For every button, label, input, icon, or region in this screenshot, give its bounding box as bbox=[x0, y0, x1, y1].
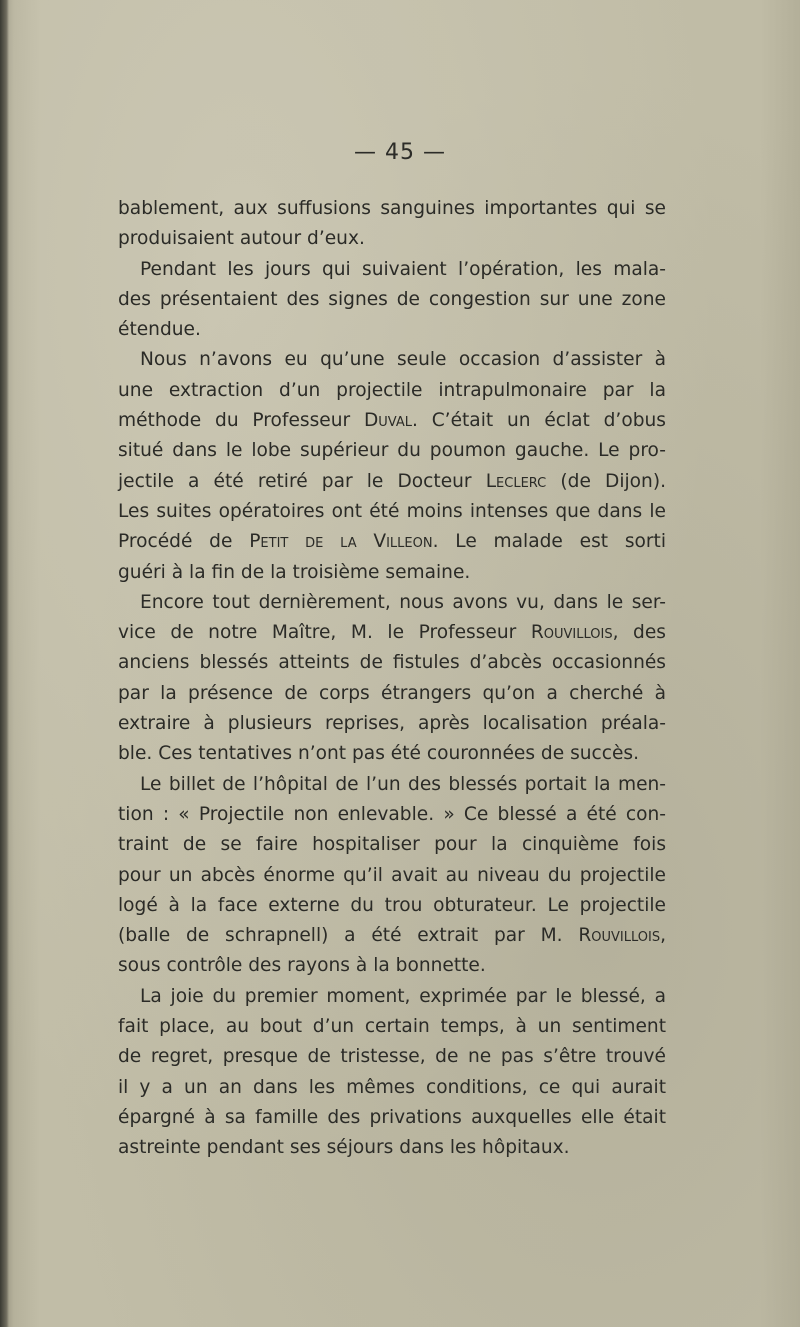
text-line: Pendant les jours qui suivaient l’opération, les mala- bbox=[140, 258, 666, 280]
text-line: tion : « Projectile non enlevable. » Ce blessé a été con- bbox=[118, 803, 666, 825]
text-line: Encore tout dernièrement, nous avons vu, dans le ser- bbox=[140, 591, 666, 613]
page-number: — 45 — bbox=[354, 140, 446, 165]
text-line: épargné à sa famille des privations auxquelles elle était bbox=[118, 1106, 666, 1128]
text-line: logé à la face externe du trou obturateur. Le projectile bbox=[118, 894, 666, 916]
author-name: Rouvillois bbox=[578, 925, 661, 947]
text-line: La joie du premier moment, exprimée par le blessé, a bbox=[140, 985, 666, 1007]
body-text bbox=[118, 194, 666, 1164]
text-line: pour un abcès énorme qu’il avait au niveau du projectile bbox=[118, 864, 666, 886]
text-line: anciens blessés atteints de fistules d’abcès occasionnés bbox=[118, 652, 666, 674]
text-line: Nous n’avons eu qu’une seule occasion d’assister à bbox=[140, 349, 666, 371]
text-line: Procédé de Petit de la Villeon. Le malade est sorti bbox=[118, 531, 667, 553]
text-line: par la présence de corps étrangers qu’on a cherché à bbox=[118, 682, 666, 704]
text-line: situé dans le lobe supérieur du poumon gauche. Le pro- bbox=[118, 440, 666, 462]
text-line: (balle de schrapnell) a été extrait par M. Rouvillois, bbox=[118, 925, 666, 947]
text-line: astreinte pendant ses séjours dans les hôpitaux. bbox=[118, 1137, 570, 1159]
text-line: jectile a été retiré par le Docteur Leclerc (de Dijon). bbox=[118, 470, 666, 492]
text-line: traint de se faire hospitaliser pour la cinquième fois bbox=[118, 834, 666, 856]
text-line: extraire à plusieurs reprises, après localisation préala- bbox=[118, 713, 666, 735]
text-line: étendue. bbox=[118, 319, 201, 341]
text-line: bablement, aux suffusions sanguines importantes qui se bbox=[118, 198, 666, 219]
text-line: Les suites opératoires ont été moins intenses que dans le bbox=[118, 500, 666, 522]
text-line: Le billet de l’hôpital de l’un des blessés portait la men- bbox=[140, 773, 666, 795]
text-line: de regret, presque de tristesse, de ne pas s’être trouvé bbox=[118, 1046, 666, 1068]
text-line: guéri à la fin de la troisième semaine. bbox=[118, 561, 471, 583]
text-line: une extraction d’un projectile intrapulmonaire par la bbox=[118, 379, 666, 401]
author-name: Leclerc bbox=[485, 470, 547, 492]
text-line: vice de notre Maître, M. le Professeur Rouvillois, des bbox=[118, 622, 666, 644]
text-line: sous contrôle des rayons à la bonnette. bbox=[118, 955, 486, 977]
text-line: produisaient autour d’eux. bbox=[118, 228, 365, 250]
text-line: ble. Ces tentatives n’ont pas été couronnées de succès. bbox=[118, 743, 640, 765]
text-line: fait place, au bout d’un certain temps, à un sentiment bbox=[118, 1016, 666, 1038]
text-line: il y a un an dans les mêmes conditions, ce qui aurait bbox=[118, 1076, 666, 1098]
text-line: méthode du Professeur Duval. C’était un éclat d’obus bbox=[118, 410, 666, 432]
text-line: des présentaient des signes de congestion sur une zone bbox=[118, 288, 666, 310]
author-name: Duval bbox=[363, 410, 412, 432]
author-name: Petit de la Villeon bbox=[249, 531, 433, 553]
author-name: Rouvillois bbox=[530, 622, 613, 644]
